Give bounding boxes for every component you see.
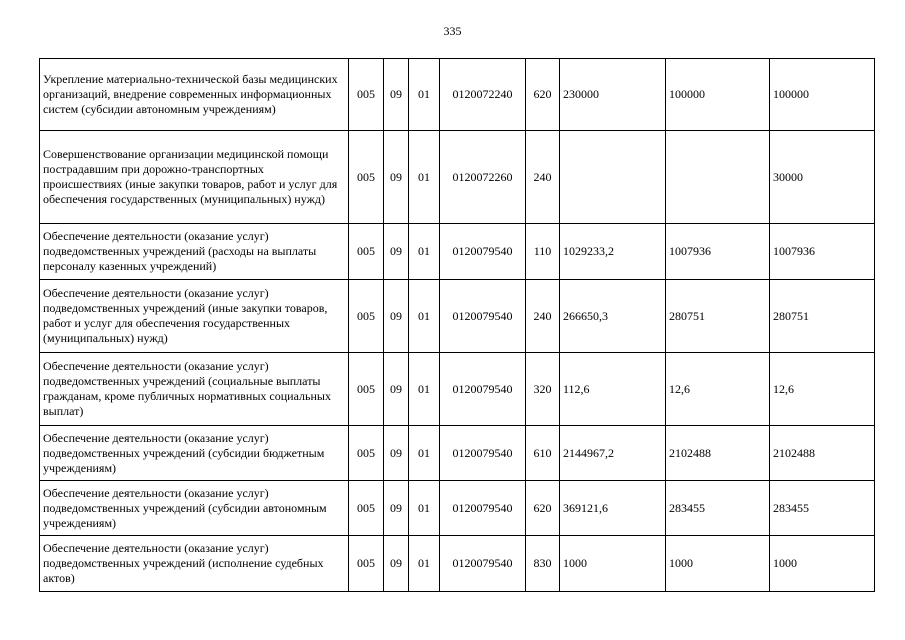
target-article-code: 0120079540 — [440, 481, 526, 536]
expense-name: Обеспечение деятельности (оказание услуг) подведомственных учреждений (исполнение судебных актов) — [40, 536, 349, 592]
table-row — [40, 131, 875, 224]
subsection-code: 01 — [409, 426, 440, 481]
subsection-code: 01 — [409, 224, 440, 280]
section-code: 09 — [384, 131, 409, 224]
amount-year-2: 100000 — [666, 59, 770, 131]
expense-name: Обеспечение деятельности (оказание услуг) подведомственных учреждений (иные закупки товаров, работ и услуг для обеспечения государственных (муниципальных) нужд) — [40, 280, 349, 353]
ministry-code: 005 — [349, 280, 384, 353]
subsection-code: 01 — [409, 280, 440, 353]
target-article-code: 0120079540 — [440, 224, 526, 280]
amount-year-3: 283455 — [770, 481, 875, 536]
table-row — [40, 536, 875, 592]
amount-year-1: 2144967,2 — [560, 426, 666, 481]
expense-name: Обеспечение деятельности (оказание услуг) подведомственных учреждений (социальные выплаты гражданам, кроме публичных нормативных социальных выплат) — [40, 353, 349, 426]
amount-year-3: 1000 — [770, 536, 875, 592]
section-code: 09 — [384, 426, 409, 481]
expense-type-code: 620 — [526, 59, 560, 131]
amount-year-1: 1029233,2 — [560, 224, 666, 280]
expense-type-code: 610 — [526, 426, 560, 481]
ministry-code: 005 — [349, 131, 384, 224]
subsection-code: 01 — [409, 481, 440, 536]
amount-year-3: 12,6 — [770, 353, 875, 426]
target-article-code: 0120072260 — [440, 131, 526, 224]
expense-type-code: 110 — [526, 224, 560, 280]
amount-year-1: 112,6 — [560, 353, 666, 426]
amount-year-3: 2102488 — [770, 426, 875, 481]
amount-year-2: 280751 — [666, 280, 770, 353]
ministry-code: 005 — [349, 481, 384, 536]
amount-year-1: 1000 — [560, 536, 666, 592]
table-row — [40, 426, 875, 481]
table-row — [40, 280, 875, 353]
ministry-code: 005 — [349, 224, 384, 280]
amount-year-2: 1007936 — [666, 224, 770, 280]
amount-year-2: 12,6 — [666, 353, 770, 426]
table-row — [40, 224, 875, 280]
amount-year-2: 2102488 — [666, 426, 770, 481]
section-code: 09 — [384, 481, 409, 536]
amount-year-3: 280751 — [770, 280, 875, 353]
target-article-code: 0120079540 — [440, 353, 526, 426]
section-code: 09 — [384, 224, 409, 280]
ministry-code: 005 — [349, 426, 384, 481]
target-article-code: 0120072240 — [440, 59, 526, 131]
amount-year-3: 1007936 — [770, 224, 875, 280]
budget-table — [39, 58, 875, 592]
ministry-code: 005 — [349, 536, 384, 592]
expense-type-code: 320 — [526, 353, 560, 426]
expense-name: Обеспечение деятельности (оказание услуг) подведомственных учреждений (субсидии бюджетным учреждениям) — [40, 426, 349, 481]
expense-type-code: 830 — [526, 536, 560, 592]
expense-name: Совершенствование организации медицинской помощи пострадавшим при дорожно-транспортных происшествиях (иные закупки товаров, работ и услуг для обеспечения государственных (муниципальных) нужд) — [40, 131, 349, 224]
budget-table-body — [40, 59, 875, 592]
amount-year-1: 230000 — [560, 59, 666, 131]
amount-year-2: 1000 — [666, 536, 770, 592]
target-article-code: 0120079540 — [440, 536, 526, 592]
section-code: 09 — [384, 59, 409, 131]
subsection-code: 01 — [409, 536, 440, 592]
subsection-code: 01 — [409, 353, 440, 426]
target-article-code: 0120079540 — [440, 426, 526, 481]
amount-year-2: 283455 — [666, 481, 770, 536]
ministry-code: 005 — [349, 59, 384, 131]
table-row — [40, 353, 875, 426]
expense-name: Обеспечение деятельности (оказание услуг) подведомственных учреждений (субсидии автономным учреждениям) — [40, 481, 349, 536]
ministry-code: 005 — [349, 353, 384, 426]
expense-name: Укрепление материально-технической базы медицинских организаций, внедрение современных информационных систем (субсидии автономным учреждениям) — [40, 59, 349, 131]
subsection-code: 01 — [409, 59, 440, 131]
expense-type-code: 240 — [526, 280, 560, 353]
expense-type-code: 620 — [526, 481, 560, 536]
table-row — [40, 481, 875, 536]
expense-type-code: 240 — [526, 131, 560, 224]
table-row — [40, 59, 875, 131]
section-code: 09 — [384, 280, 409, 353]
section-code: 09 — [384, 353, 409, 426]
section-code: 09 — [384, 536, 409, 592]
amount-year-2 — [666, 131, 770, 224]
amount-year-1: 369121,6 — [560, 481, 666, 536]
amount-year-3: 30000 — [770, 131, 875, 224]
page-number: 335 — [443, 24, 462, 38]
expense-name: Обеспечение деятельности (оказание услуг) подведомственных учреждений (расходы на выплаты персоналу казенных учреждений) — [40, 224, 349, 280]
amount-year-1 — [560, 131, 666, 224]
subsection-code: 01 — [409, 131, 440, 224]
target-article-code: 0120079540 — [440, 280, 526, 353]
amount-year-1: 266650,3 — [560, 280, 666, 353]
amount-year-3: 100000 — [770, 59, 875, 131]
